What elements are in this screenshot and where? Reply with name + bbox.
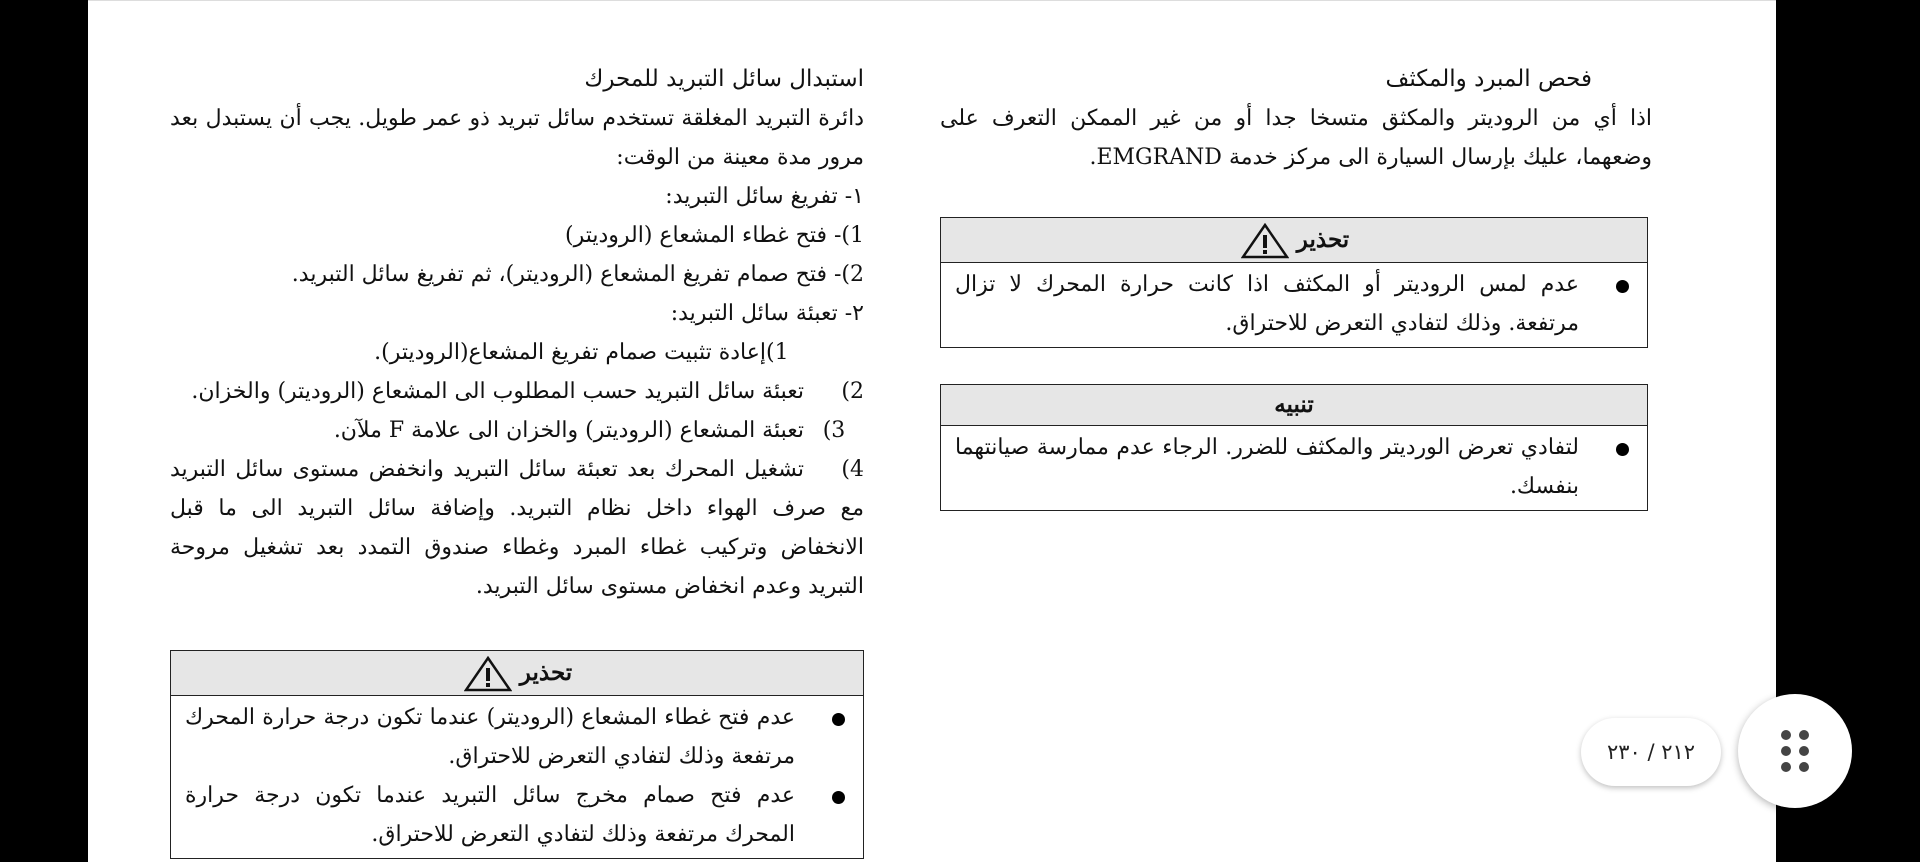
step-number: 3) (822, 418, 846, 443)
warning-item: عدم لمس الروديتر أو المكثف اذا كانت حرارة المحرك لا تزال مرتفعة. وذلك لتفادي التعرض للاحتراق. (955, 265, 1579, 343)
grid-dots-icon (1778, 728, 1812, 774)
menu-button[interactable] (1738, 694, 1852, 808)
step-number: 1) (766, 340, 789, 365)
warning-item: عدم فتح غطاء المشعاع (الروديتر) عندما تكون درجة حرارة المحرك مرتفعة وذلك لتفادي التعرض للاحتراق. (185, 698, 795, 776)
warning-body (171, 696, 863, 858)
step-group-title: ١- تفريغ سائل التبريد: (665, 184, 864, 209)
bullet-icon (1616, 443, 1629, 456)
step-item: 2)- فتح صمام تفريغ المشعاع (الروديتر)، ثم تفريغ سائل التبريد. (291, 262, 864, 287)
warning-header (941, 218, 1647, 263)
step-number: 4) (841, 457, 864, 482)
warning-body (941, 263, 1647, 347)
step-item: 2)تعبئة سائل التبريد حسب المطلوب الى المشعاع (الروديتر) والخزان. (170, 372, 864, 411)
intro-text: اذا أي من الروديتر والمكثق متسخا جدا أو من غير الممكن التعرف على وضعهما، عليك بإرسال السيارة الى مركز خدمة EMGRAND. (940, 106, 1652, 170)
section-title: فحص المبرد والمكثف (1385, 66, 1592, 92)
warning-box (170, 650, 864, 859)
warning-title: تحذير (519, 659, 573, 686)
step-item: 3)تعبئة المشعاع (الروديتر) والخزان الى علامة F ملآن. (170, 411, 864, 450)
notice-item: لتفادي تعرض الورديتر والمكثف للضرر. الرجاء عدم ممارسة صيانتهما بنفسك. (955, 428, 1579, 506)
intro-text: دائرة التبريد المغلقة تستخدم سائل تبريد ذو عمر طويل. يجب أن يستبدل بعد مرور مدة معينة من الوقت: (170, 106, 864, 170)
bullet-icon (832, 713, 845, 726)
notice-box (940, 384, 1648, 511)
radiator-inspection-section (940, 60, 1652, 499)
warning-box (940, 217, 1648, 348)
step-item: 1)- فتح غطاء المشعاع (الروديتر) (565, 223, 864, 248)
warning-title: تحذير (1296, 226, 1350, 253)
notice-body (941, 426, 1647, 510)
coolant-replacement-section (170, 60, 864, 847)
step-item: 4)تشغيل المحرك بعد تعبئة سائل التبريد وانخفض مستوى سائل التبريد مع صرف الهواء داخل نظام التبريد. وإضافة سائل التبريد الى ما قبل الانخفاض وتركيب غطاء المبرد وغطاء صندوق التمدد بعد تشغيل مروحة التبريد وعدم انخفاض مستوى سائل التبريد. (170, 450, 864, 606)
notice-header (941, 385, 1647, 426)
warning-triangle-icon (1241, 223, 1289, 259)
step-item: 1)إعادة تثبيت صمام تفريغ المشعاع(الروديتر). (170, 333, 864, 372)
section-title: استبدال سائل التبريد للمحرك (584, 66, 864, 92)
notice-title: تنبيه (1274, 391, 1314, 418)
warning-header (171, 651, 863, 696)
bullet-icon (1616, 280, 1629, 293)
bullet-icon (832, 791, 845, 804)
step-number: 2) (841, 379, 864, 404)
page-counter[interactable]: ٢١٢ / ٢٣٠ (1581, 718, 1721, 786)
warning-item: عدم فتح صمام مخرج سائل التبريد عندما تكون درجة حرارة المحرك مرتفعة وذلك لتفادي التعرض للاحتراق. (185, 776, 795, 854)
step-group-title: ٢- تعبئة سائل التبريد: (670, 301, 864, 326)
warning-triangle-icon (464, 656, 512, 692)
